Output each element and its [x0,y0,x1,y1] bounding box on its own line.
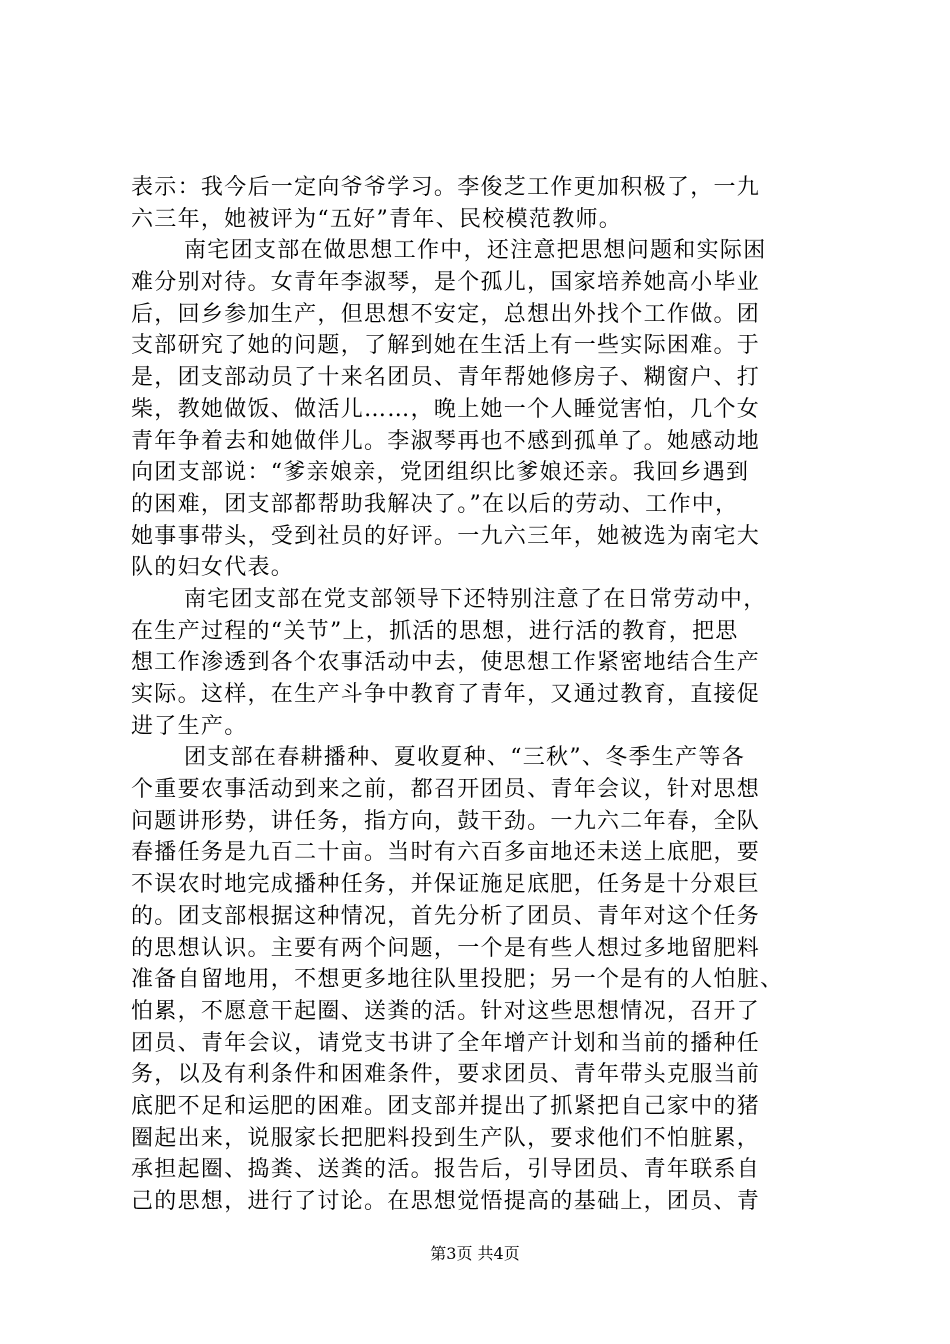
page-footer [0,1244,950,1264]
text-line: 实际。这样，在生产斗争中教育了青年，又通过教育，直接促 [131,682,761,707]
text-line: 务，以及有利条件和困难条件，要求团员、青年带头克服当前 [131,1062,761,1088]
text-line: 支部研究了她的问题，了解到她在生活上有一些实际困难。于 [131,333,761,359]
text-line: 进了生产。 [131,713,248,739]
text-line: 圈起出来，说服家长把肥料投到生产队，要求他们不怕脏累， [131,1125,761,1151]
text-line: 想工作渗透到各个农事活动中去，使思想工作紧密地结合生产 [131,650,761,676]
text-line: 春播任务是九百二十亩。当时有六百多亩地还未送上底肥，要 [131,840,761,866]
document-body [131,172,831,1218]
text-line: 柴，教她做饭、做活儿……，晚上她一个人睡觉害怕，几个女 [131,396,761,422]
text-line: 的。团支部根据这种情况，首先分析了团员、青年对这个任务 [131,903,761,929]
page-number-label: 第3页 共4页 [430,1244,520,1263]
text-line: 向团支部说：“爹亲娘亲，党团组织比爹娘还亲。我回乡遇到 [131,460,750,486]
text-line: 个重要农事活动到来之前，都召开团员、青年会议，针对思想 [131,777,761,803]
text-line: 表示：我今后一定向爷爷学习。李俊芝工作更加积极了，一九 [131,175,761,200]
text-line: 承担起圈、捣粪、送粪的活。报告后，引导团员、青年联系自 [131,1157,761,1183]
text-line: 青年争着去和她做伴儿。李淑琴再也不感到孤单了。她感动地 [131,428,761,454]
text-line: 在生产过程的“关节”上，抓活的思想，进行活的教育，把思 [131,618,739,644]
text-line: 团员、青年会议，请党支书讲了全年增产计划和当前的播种任 [131,1030,761,1056]
text-line: 她事事带头，受到社员的好评。一九六三年，她被选为南宅大 [131,523,761,549]
text-line: 南宅团支部在做思想工作中，还注意把思想问题和实际困 [184,238,767,264]
text-line: 问题讲形势，讲任务，指方向，鼓干劲。一九六二年春，全队 [131,808,761,834]
text-line: 是，团支部动员了十来名团员、青年帮她修房子、糊窗户、打 [131,365,761,391]
text-line: 底肥不足和运肥的困难。团支部并提出了抓紧把自己家中的猪 [131,1093,761,1119]
text-line: 怕累，不愿意干起圈、送粪的活。针对这些思想情况，召开了 [131,998,761,1024]
text-line: 南宅团支部在党支部领导下还特别注意了在日常劳动中， [184,586,767,612]
text-line: 己的思想，进行了讨论。在思想觉悟提高的基础上，团员、青 [131,1189,761,1214]
text-line: 不误农时地完成播种任务，并保证施足底肥，任务是十分艰巨 [131,872,761,898]
text-line: 的思想认识。主要有两个问题，一个是有些人想过多地留肥料 [131,935,761,961]
text-line: 六三年，她被评为“五好”青年、民校模范教师。 [131,206,623,232]
text-line: 准备自留地用，不想更多地往队里投肥；另一个是有的人怕脏、 [131,967,784,993]
text-line: 难分别对待。女青年李淑琴，是个孤儿，国家培养她高小毕业 [131,270,761,296]
text-line: 队的妇女代表。 [131,555,295,581]
text-line: 团支部在春耕播种、夏收夏种、“三秋”、冬季生产等各 [184,745,745,771]
text-line: 的困难，团支部都帮助我解决了。”在以后的劳动、工作中， [131,491,739,517]
text-line: 后，回乡参加生产，但思想不安定，总想出外找个工作做。团 [131,301,761,327]
